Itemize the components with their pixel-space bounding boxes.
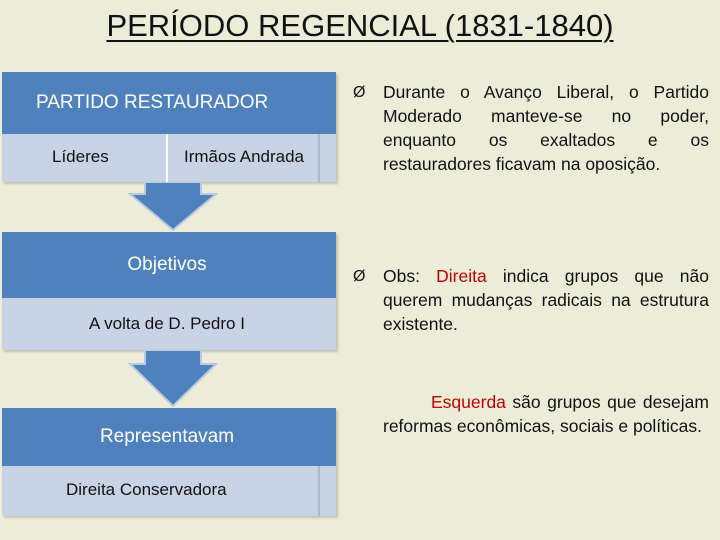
bullet-3	[353, 390, 709, 438]
leaders-value: Irmãos Andrada	[184, 147, 305, 166]
bullet-2	[353, 264, 709, 336]
down-arrow-1	[128, 182, 218, 232]
bullet-marker: Ø	[353, 268, 366, 285]
represented-header	[2, 408, 336, 466]
right-definition: indica grupos que não querem mudanças radicais na estrutura existente.	[383, 266, 709, 334]
party-label: PARTIDO RESTAURADOR	[36, 92, 269, 113]
arrow-shape	[130, 350, 216, 406]
bullet-3-text	[383, 390, 709, 438]
bullet-1	[353, 80, 709, 176]
party-header	[2, 72, 336, 134]
represented-divider	[318, 466, 320, 516]
bullet-2-text	[383, 264, 709, 336]
leaders-row	[2, 134, 336, 182]
leaders-divider	[166, 134, 168, 182]
obs-label: Obs:	[383, 266, 437, 286]
represented-value: Direita Conservadora	[66, 480, 227, 499]
page-title: PERÍODO REGENCIAL (1831-1840)	[106, 8, 614, 43]
objectives-row	[2, 298, 336, 350]
objectives-label: Objetivos	[127, 254, 207, 275]
bullet-marker: Ø	[353, 84, 366, 101]
represented-row	[2, 466, 336, 516]
represented-label: Representavam	[99, 426, 235, 447]
bullet-1-text: Durante o Avanço Liberal, o Partido Moderado manteve-se no poder, enquanto os exaltados e os restauradores ficavam na oposição.	[383, 82, 709, 174]
down-arrow-2	[128, 350, 218, 410]
left-term: Esquerda	[431, 392, 506, 412]
leaders-divider-right	[318, 134, 320, 182]
leaders-label: Líderes	[52, 147, 109, 166]
objectives-value: A volta de D. Pedro I	[89, 314, 245, 333]
arrow-shape	[130, 182, 216, 230]
objectives-header	[2, 232, 336, 298]
left-definition: são grupos que desejam reformas econômicas, sociais e políticas.	[383, 392, 709, 436]
right-term: Direita	[436, 266, 487, 286]
